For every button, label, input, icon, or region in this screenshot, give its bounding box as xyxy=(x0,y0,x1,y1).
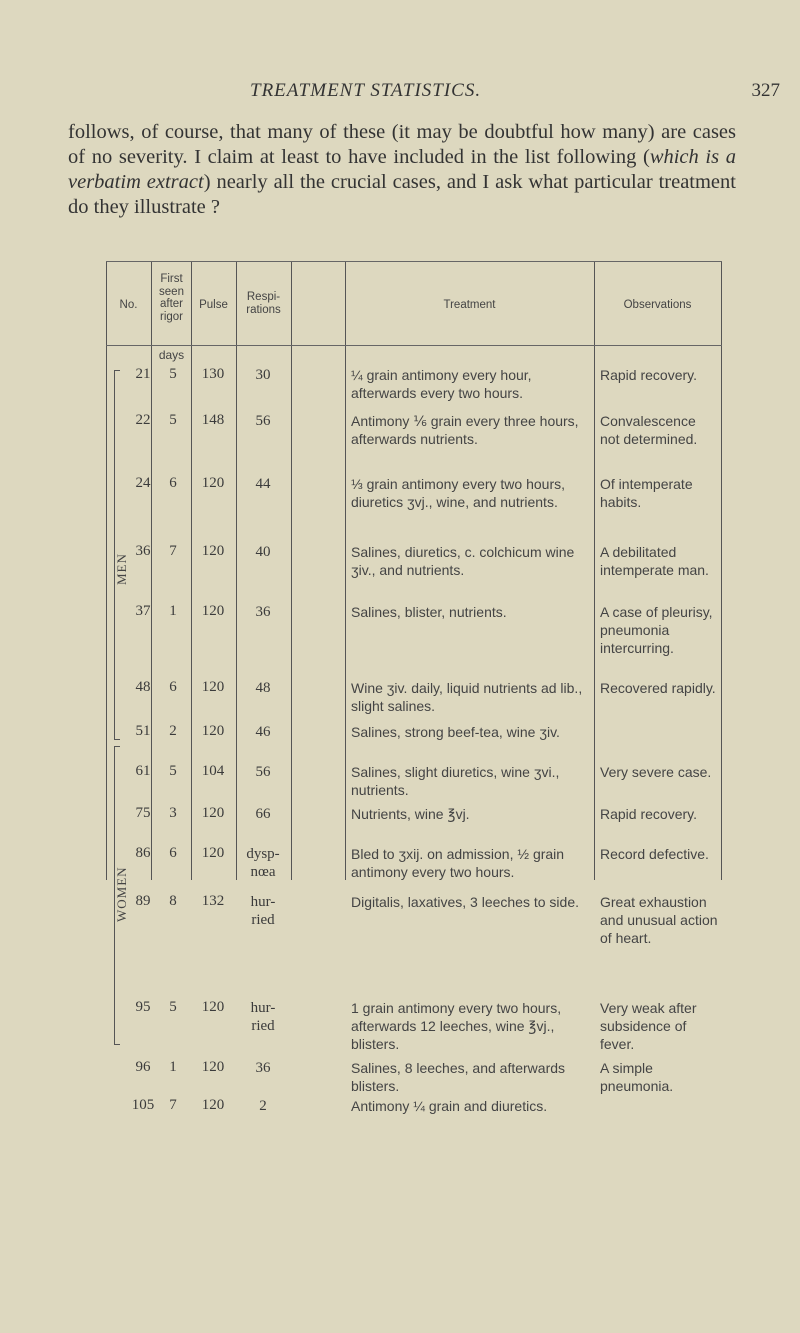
respirations-value: 2 xyxy=(259,1098,267,1114)
treatment-table xyxy=(106,261,722,1114)
first-seen-days: 7 xyxy=(169,543,177,559)
table-top-rule xyxy=(106,261,722,262)
respirations-value: 56 xyxy=(255,413,271,429)
pulse-value: 120 xyxy=(201,475,225,491)
treatment-text: Salines, diuretics, c. colchicum wine ʒiv., and nutrients. xyxy=(351,544,575,578)
running-title: TREATMENT STATISTICS. xyxy=(250,80,482,101)
first-seen-days: 5 xyxy=(169,366,177,382)
observation-text: Recovered rapidly. xyxy=(600,680,716,696)
treatment-text: Salines, slight diuretics, wine ʒvi., nutrients. xyxy=(351,764,560,798)
col-divider xyxy=(345,261,346,880)
respirations-value: hur- ried xyxy=(250,1000,276,1034)
pulse-value: 120 xyxy=(201,1097,225,1113)
treatment-text: 1 grain antimony every two hours, afterwards 12 leeches, wine ℥vj., blisters. xyxy=(351,1000,562,1052)
header-no: No. xyxy=(119,299,138,311)
treatment-text: Salines, 8 leeches, and afterwards blisters. xyxy=(351,1060,566,1094)
case-number: 22 xyxy=(135,412,151,428)
group-label-women: WOMEN xyxy=(114,866,129,922)
treatment-text: ⅓ grain antimony every two hours, diuretics ʒvj., wine, and nutrients. xyxy=(351,476,565,510)
observation-text: Very weak after subsidence of fever. xyxy=(600,1000,697,1052)
first-seen-days: 5 xyxy=(169,763,177,779)
intro-emphasis: which is a verbatim extract xyxy=(68,146,736,193)
treatment-text: Salines, strong beef-tea, wine ʒiv. xyxy=(351,724,560,740)
header-treatment: Treatment xyxy=(443,299,496,311)
treatment-text: Antimony ¼ grain and diuretics. xyxy=(351,1098,548,1114)
header-observations: Observations xyxy=(623,299,692,311)
pulse-value: 120 xyxy=(201,999,225,1015)
case-number: 24 xyxy=(135,475,151,491)
treatment-text: Bled to ʒxij. on admission, ½ grain antimony every two hours. xyxy=(351,846,565,880)
pulse-value: 120 xyxy=(201,679,225,695)
case-number: 105 xyxy=(131,1097,155,1113)
first-seen-days: 6 xyxy=(169,845,177,861)
pulse-value: 148 xyxy=(201,412,225,428)
intro-text-after: ) nearly all the crucial cases, and I ask what particular treatment do they illustrate ? xyxy=(68,171,736,218)
pulse-value: 120 xyxy=(201,543,225,559)
treatment-text: Nutrients, wine ℥vj. xyxy=(351,806,470,822)
case-number: 89 xyxy=(135,893,151,909)
pulse-value: 120 xyxy=(201,603,225,619)
observation-text: A case of pleurisy, pneumonia intercurring. xyxy=(600,604,713,656)
first-seen-days: 2 xyxy=(169,723,177,739)
case-number: 75 xyxy=(135,805,151,821)
respirations-value: 48 xyxy=(255,680,271,696)
observation-text: A simple pneumonia. xyxy=(600,1060,674,1094)
respirations-value: 36 xyxy=(255,604,271,620)
treatment-text: Digitalis, laxatives, 3 leeches to side. xyxy=(351,894,579,910)
col-divider xyxy=(151,261,152,880)
pulse-value: 120 xyxy=(201,845,225,861)
respirations-value: 66 xyxy=(255,806,271,822)
first-seen-days: 1 xyxy=(169,1059,177,1075)
respirations-value: 44 xyxy=(255,476,271,492)
first-seen-days: 5 xyxy=(169,999,177,1015)
observation-text: Very severe case. xyxy=(600,764,712,780)
observation-text: Rapid recovery. xyxy=(600,806,698,822)
col-divider xyxy=(191,261,192,880)
respirations-value: 40 xyxy=(255,544,271,560)
treatment-text: ¼ grain antimony every hour, afterwards every two hours. xyxy=(351,367,532,401)
header-rule xyxy=(106,345,722,346)
pulse-value: 130 xyxy=(201,366,225,382)
respirations-value: 46 xyxy=(255,724,271,740)
case-number: 36 xyxy=(135,543,151,559)
intro-text-before: follows, of course, that many of these (it may be doubtful how many) are cases of no severity. I claim at least to have included in the list following ( xyxy=(68,121,736,168)
respirations-value: 30 xyxy=(255,367,271,383)
treatment-text: Salines, blister, nutrients. xyxy=(351,604,507,620)
table-border-right xyxy=(721,261,722,880)
case-number: 37 xyxy=(135,603,151,619)
header-respirations: Respi- rations xyxy=(246,291,281,316)
group-label-men: MEN xyxy=(114,553,129,585)
pulse-value: 120 xyxy=(201,805,225,821)
first-seen-days: 6 xyxy=(169,475,177,491)
pulse-value: 120 xyxy=(201,1059,225,1075)
treatment-text: Wine ʒiv. daily, liquid nutrients ad lib., slight salines. xyxy=(351,680,583,714)
observation-text: Of intemperate habits. xyxy=(600,476,693,510)
page-number: 327 xyxy=(751,80,780,101)
first-seen-days: 5 xyxy=(169,412,177,428)
first-seen-days: 1 xyxy=(169,603,177,619)
intro-paragraph xyxy=(68,120,736,220)
col-divider xyxy=(594,261,595,880)
header-pulse: Pulse xyxy=(199,299,228,311)
first-seen-days: 6 xyxy=(169,679,177,695)
observation-text: A debilitated intemperate man. xyxy=(600,544,709,578)
first-seen-days: 8 xyxy=(169,893,177,909)
case-number: 86 xyxy=(135,845,151,861)
first-seen-days: 3 xyxy=(169,805,177,821)
respirations-value: dysp- nœa xyxy=(246,846,280,880)
pulse-value: 120 xyxy=(201,723,225,739)
respirations-value: hur- ried xyxy=(250,894,276,928)
observation-text: Rapid recovery. xyxy=(600,367,698,383)
observation-text: Great exhaustion and unusual action of heart. xyxy=(600,894,718,946)
respirations-value: 56 xyxy=(255,764,271,780)
case-number: 51 xyxy=(135,723,151,739)
case-number: 95 xyxy=(135,999,151,1015)
col-divider xyxy=(291,261,292,880)
first-seen-days: 7 xyxy=(169,1097,177,1113)
case-number: 61 xyxy=(135,763,151,779)
days-unit-label: days xyxy=(158,348,185,362)
col-divider xyxy=(236,261,237,880)
case-number: 96 xyxy=(135,1059,151,1075)
observation-text: Convalescence not determined. xyxy=(600,413,698,447)
page-header xyxy=(150,60,780,110)
header-first-seen: First seen after rigor xyxy=(159,273,184,323)
pulse-value: 104 xyxy=(201,763,225,779)
case-number: 21 xyxy=(135,366,151,382)
respirations-value: 36 xyxy=(255,1060,271,1076)
observation-text: Record defective. xyxy=(600,846,709,862)
treatment-text: Antimony ⅙ grain every three hours, afterwards nutrients. xyxy=(351,413,579,447)
table-border-left xyxy=(106,261,107,880)
pulse-value: 132 xyxy=(201,893,225,909)
case-number: 48 xyxy=(135,679,151,695)
